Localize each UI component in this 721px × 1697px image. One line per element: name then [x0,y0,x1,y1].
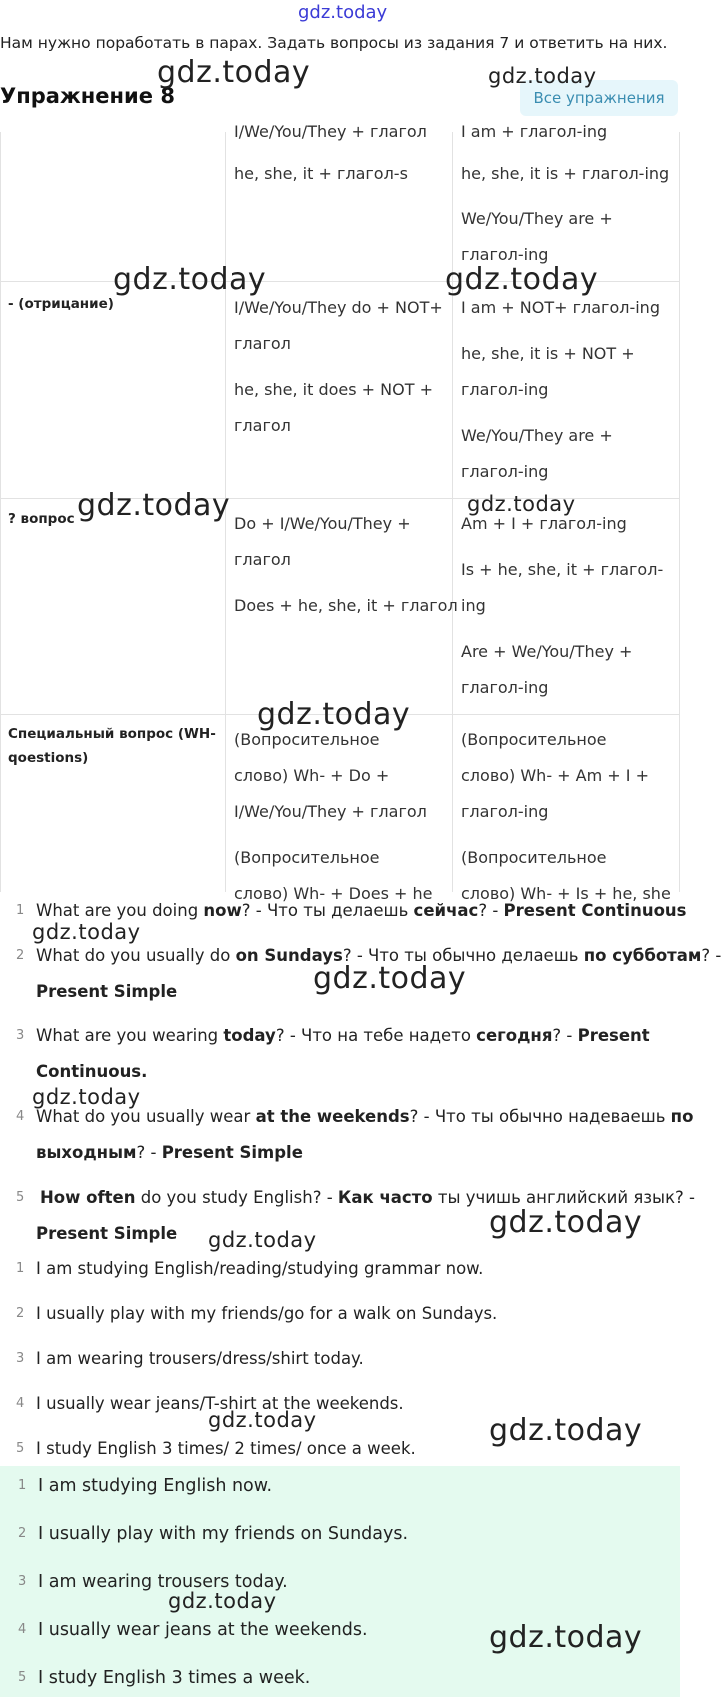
table-cell: глагол-ing [461,380,549,399]
table-cell: слово) Wh- + Am + I + [461,766,649,785]
list-number: 5 [16,1190,25,1205]
table-cell: I am + глагол-ing [461,122,608,141]
list-number: 3 [18,1574,27,1589]
exercise-title: Упражнение 8 [0,84,175,108]
table-cell: глагол [234,416,291,435]
table-cell: I/We/You/They do + NOT+ [234,298,443,317]
watermark: gdz.today [489,1205,643,1240]
table-cell: слово) Wh- + Is + he, she [461,884,671,903]
table-cell: Does + he, she, it + глагол [234,596,458,615]
watermark: gdz.today [77,488,231,523]
row-label-question: ? вопрос [8,511,75,527]
watermark: gdz.today [489,1413,643,1448]
question-text: What do you usually wear at the weekends? - Что ты обычно надеваешь по [36,1107,694,1126]
watermark: gdz.today [208,1228,317,1252]
table-cell: Do + I/We/You/They + [234,514,411,533]
list-number: 3 [16,1351,25,1366]
answer-text: I am wearing trousers/dress/shirt today. [36,1349,364,1368]
question-text: Continuous. [36,1062,148,1081]
table-cell: he, she, it + глагол-s [234,164,408,183]
list-number: 4 [16,1396,25,1411]
watermark: gdz.today [488,64,597,88]
table-cell: глагол-ing [461,802,549,821]
list-number: 4 [18,1622,27,1637]
watermark: gdz.today [489,1620,643,1655]
list-number: 4 [16,1109,25,1124]
table-cell: (Вопросительное [461,730,607,749]
table-border [0,132,1,892]
watermark: gdz.today [157,55,311,90]
watermark: gdz.today [208,1408,317,1432]
answer-text: I am studying English/reading/studying grammar now. [36,1259,484,1278]
short-answer-text: I am wearing trousers today. [38,1572,288,1592]
short-answer-text: I am studying English now. [38,1476,273,1496]
table-cell: Am + I + глагол-ing [461,514,627,533]
list-number: 1 [16,903,25,918]
table-cell: слово) Wh- + Does + he [234,884,433,903]
list-number: 3 [16,1028,25,1043]
question-text: What are you doing now? - Что ты делаешь сейчас? - Present Continuous [36,901,687,920]
watermark: gdz.today [168,1589,277,1613]
table-cell: We/You/They are + [461,426,613,445]
question-text: Present Simple [36,1224,178,1243]
row-label-wh-question: Специальный вопрос (WH- [8,726,216,742]
question-text: Present Simple [36,982,178,1001]
row-label-negative: - (отрицание) [8,296,114,312]
table-cell: he, she, it is + NOT + [461,344,635,363]
watermark: gdz.today [113,262,267,297]
answer-text: I usually play with my friends/go for a walk on Sundays. [36,1304,498,1323]
all-exercises-button[interactable]: Все упражнения [520,80,678,116]
watermark: gdz.today [467,492,576,516]
table-cell: I/We/You/They + глагол [234,802,427,821]
question-text: How often do you study English? - Как часто ты учишь английский язык? - [40,1188,695,1207]
table-cell: глагол-ing [461,462,549,481]
watermark: gdz.today [32,920,141,944]
table-cell: he, she, it does + NOT + [234,380,433,399]
list-number: 5 [18,1670,27,1685]
table-cell: глагол-ing [461,245,549,264]
list-number: 1 [16,1261,25,1276]
list-number: 2 [18,1526,27,1541]
table-divider [452,132,453,892]
watermark: gdz.today [257,697,411,732]
site-logo[interactable]: gdz.today [298,2,388,23]
list-number: 2 [16,1306,25,1321]
answer-text: I study English 3 times/ 2 times/ once a week. [36,1439,416,1458]
table-cell: ing [461,596,486,615]
watermark: gdz.today [32,1085,141,1109]
table-cell: глагол [234,550,291,569]
question-text: What are you wearing today? - Что на тебе надето сегодня? - Present [36,1026,650,1045]
short-answers-block [0,1466,680,1697]
short-answer-text: I usually wear jeans at the weekends. [38,1620,368,1640]
table-cell: (Вопросительное [234,848,380,867]
list-number: 2 [16,948,25,963]
short-answer-text: I usually play with my friends on Sundays. [38,1524,409,1544]
table-cell: he, she, it is + глагол-ing [461,164,670,183]
list-number: 5 [16,1441,25,1456]
table-cell: глагол-ing [461,678,549,697]
short-answer-text: I study English 3 times a week. [38,1668,311,1688]
table-cell: Are + We/You/They + [461,642,633,661]
watermark: gdz.today [445,262,599,297]
table-border [679,132,680,892]
task-text: Нам нужно поработать в парах. Задать вопросы из задания 7 и ответить на них. [0,34,668,52]
table-cell: We/You/They are + [461,209,613,228]
question-text: What do you usually do on Sundays? - Что ты обычно делаешь по субботам? - [36,946,721,965]
table-cell: глагол [234,334,291,353]
table-cell: слово) Wh- + Do + [234,766,390,785]
table-cell: I/We/You/They + глагол [234,122,427,141]
row-label-wh-question: qoestions) [8,750,89,766]
watermark: gdz.today [313,961,467,996]
table-cell: (Вопросительное [461,848,607,867]
table-cell: (Вопросительное [234,730,380,749]
answer-text: I usually wear jeans/T-shirt at the weekends. [36,1394,404,1413]
list-number: 1 [18,1478,27,1493]
table-cell: Is + he, she, it + глагол- [461,560,664,579]
question-text: выходным? - Present Simple [36,1143,303,1162]
table-cell: I am + NOT+ глагол-ing [461,298,660,317]
